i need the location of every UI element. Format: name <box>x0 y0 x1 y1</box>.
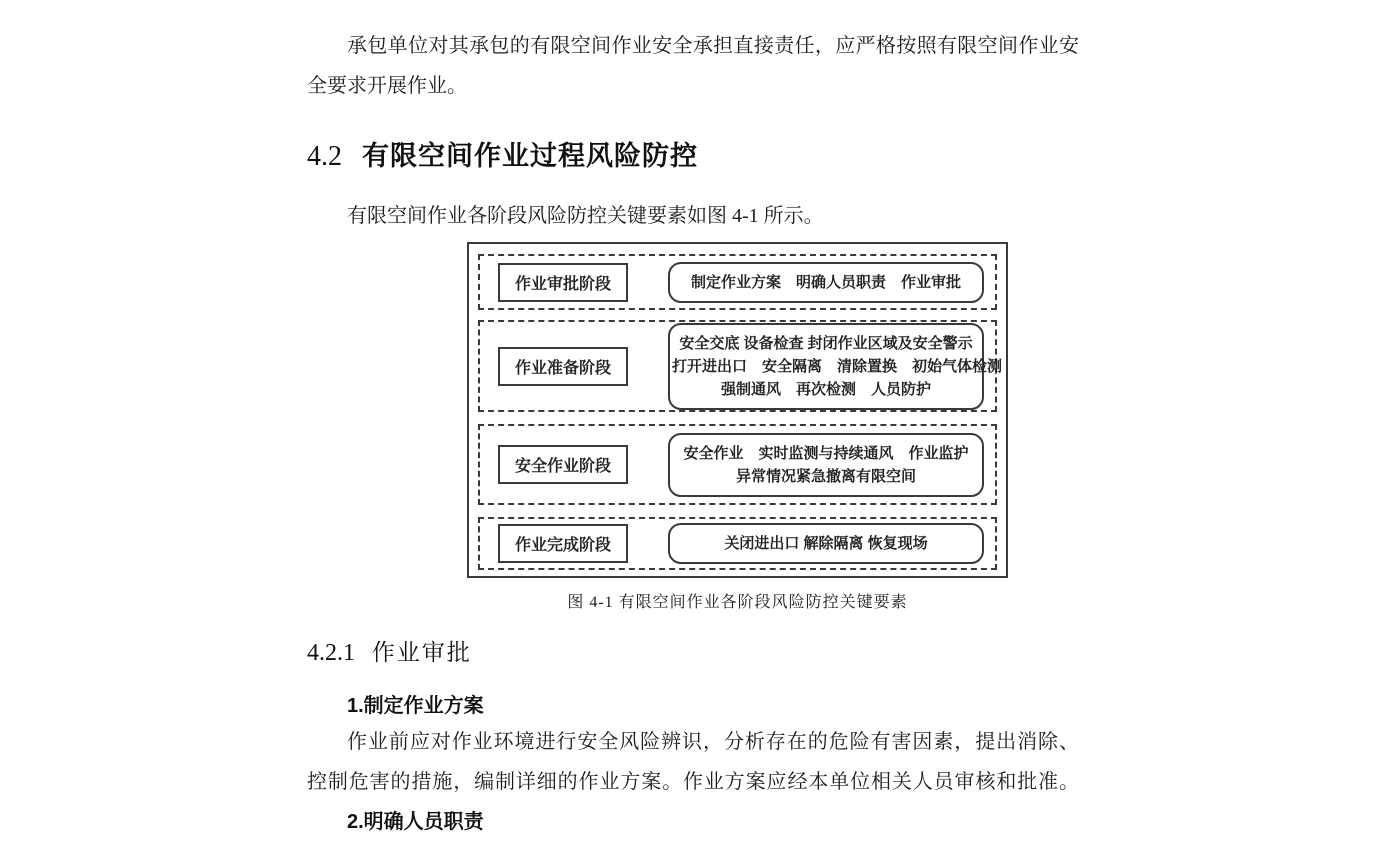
stage-items-box <box>668 523 984 564</box>
stage-label-box: 作业审批阶段 <box>498 263 628 302</box>
section-heading-4-2-1 <box>307 634 472 667</box>
stage-label-box: 安全作业阶段 <box>498 445 628 484</box>
stage-items-box <box>668 323 1003 410</box>
stage-items-line: 制定作业方案 明确人员职责 作业审批 <box>690 273 961 291</box>
stage-row-completion <box>478 517 997 570</box>
stage-row-safe-operation <box>478 424 997 505</box>
paragraph-line: 作业前应对作业环境进行安全风险辨识，分析存在的危险有害因素，提出消除、 <box>347 731 1079 753</box>
stage-row-approval <box>478 254 997 310</box>
stage-label-box: 作业准备阶段 <box>498 347 628 386</box>
section-number: 4.2.1 <box>307 640 355 666</box>
section-number: 4.2 <box>307 141 342 172</box>
stage-items-line: 打开进出口 安全隔离 清除置换 初始气体检测 <box>672 357 1003 375</box>
paragraph-line: 控制危害的措施，编制详细的作业方案。作业方案应经本单位相关人员审核和批准。 <box>307 771 1079 793</box>
paragraph-contractor-responsibility <box>307 26 1079 106</box>
paragraph-work-plan <box>307 722 1079 802</box>
stage-items-box <box>668 262 984 303</box>
stage-items-line: 强制通风 再次检测 人员防护 <box>720 380 931 398</box>
stage-row-preparation <box>478 320 1003 412</box>
subheading-2-personnel-duties: 2.明确人员职责 <box>347 811 484 833</box>
stage-items-line: 异常情况紧急撤离有限空间 <box>735 467 916 485</box>
stage-label-box: 作业完成阶段 <box>498 524 628 563</box>
stage-items-box <box>668 433 984 497</box>
figure-caption: 图 4-1 有限空间作业各阶段风险防控关键要素 <box>567 594 908 611</box>
section-title: 有限空间作业过程风险防控 <box>362 141 698 171</box>
paragraph-line: 承包单位对其承包的有限空间作业安全承担直接责任，应严格按照有限空间作业安 <box>347 35 1079 57</box>
paragraph-figure-intro <box>307 196 1079 236</box>
stage-items-line: 安全交底 设备检查 封闭作业区域及安全警示 <box>679 334 973 352</box>
stage-items-line: 关闭进出口 解除隔离 恢复现场 <box>724 535 928 552</box>
paragraph-line: 有限空间作业各阶段风险防控关键要素如图 4-1 所示。 <box>347 205 824 227</box>
section-title: 作业审批 <box>371 640 472 665</box>
stage-items-line: 安全作业 实时监测与持续通风 作业监护 <box>683 444 969 462</box>
section-heading-4-2 <box>307 134 698 173</box>
paragraph-line: 全要求开展作业。 <box>307 75 467 97</box>
subheading-1-work-plan: 1.制定作业方案 <box>347 695 484 717</box>
figure-4-1-diagram <box>467 242 1008 578</box>
